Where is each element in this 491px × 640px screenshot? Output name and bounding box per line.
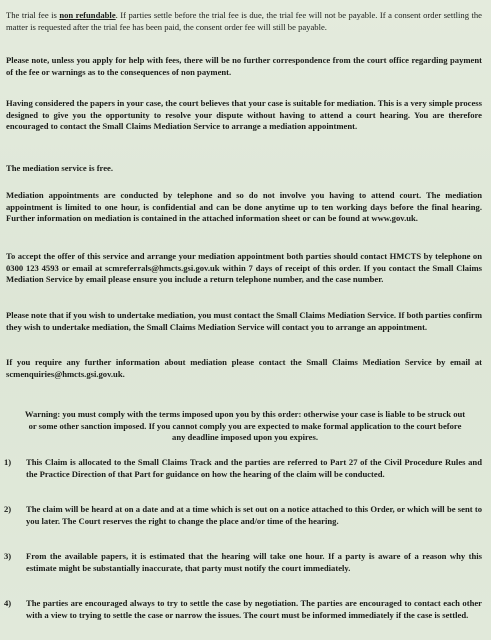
mediation-enquiries-paragraph: If you require any further information about mediation please contact the Small Claims Mediation Service by email at scmenquiries@hmcts.gsi.gov.uk. — [6, 357, 482, 379]
mediation-undertake-paragraph: Please note that if you wish to undertake mediation, you must contact the Small Claims Mediation Service. If both parties confirm they wish to undertake mediation, the Small Claims Mediation Service will contact you to arrange an appointment. — [6, 310, 482, 332]
order-item-text: The claim will be heard at on a date and at a time which is set out on a notice attached to this Order, or which will be sent to you later. The Court reserves the right to change the place and/or time of the hearing. — [26, 504, 482, 526]
fees-correspondence-notice: Please note, unless you apply for help with fees, there will be no further correspondence from the court office regarding payment of the fee or warnings as to the consequences of non payment. — [6, 55, 482, 77]
mediation-appointments-paragraph: Mediation appointments are conducted by telephone and so do not involve you having to attend court. The mediation appointment is limited to one hour, is confidential and can be done anytime up to ten working days before the final hearing. Further information on mediation is contained in the attached information sheet or can be found at www.gov.uk. — [6, 190, 482, 223]
mediation-suitable-paragraph: Having considered the papers in your case, the court believes that your case is suitable for mediation. This is a very simple process designed to give you the opportunity to resolve your dispute without having to attend a court hearing. You are therefore encouraged to contact the Small Claims Mediation Service to arrange a mediation appointment. — [6, 98, 482, 131]
order-item-2 — [4, 504, 482, 527]
order-item-number: 2) — [4, 504, 12, 514]
compliance-warning: Warning: you must comply with the terms imposed upon you by this order: otherwise your case is liable to be struck out or some other sanction imposed. If you cannot comply you are expected to make formal application to the court before any deadline imposed upon you expires. — [24, 409, 466, 442]
mediation-contact-paragraph: To accept the offer of this service and arrange your mediation appointment both parties should contact HMCTS by telephone on 0300 123 4593 or email at scmreferrals@hmcts.gsi.gov.uk within 7 days of receipt of this order. If you contact the Small Claims Mediation Service by email please ensure you include a return telephone number, and the case number. — [6, 251, 482, 284]
order-item-4 — [4, 598, 482, 621]
trial-fee-notice-part1: The trial fee is — [6, 10, 60, 20]
trial-fee-notice — [6, 10, 482, 33]
trial-fee-notice-part2: . If parties settle before the trial fee is due, the trial fee will not be payable. If a consent order settling the matter is requested after the trial fee has been paid, the consent order fee will still be payable. — [6, 10, 482, 32]
mediation-free-paragraph: The mediation service is free. — [6, 163, 113, 173]
order-item-1 — [4, 457, 482, 480]
order-item-text: From the available papers, it is estimated that the hearing will take one hour. If a party is aware of a reason why this estimate might be substantially inaccurate, that party must notify the court immediately. — [26, 551, 482, 573]
order-item-text: This Claim is allocated to the Small Claims Track and the parties are referred to Part 27 of the Civil Procedure Rules and the Practice Direction of that Part for guidance on how the hearing of the claim will be conducted. — [26, 457, 482, 479]
order-item-3 — [4, 551, 482, 574]
order-item-number: 4) — [4, 598, 12, 608]
order-item-number: 3) — [4, 551, 12, 561]
order-item-number: 1) — [4, 457, 12, 467]
order-item-text: The parties are encouraged always to try to settle the case by negotiation. The parties are encouraged to contact each other with a view to trying to settle the case or narrow the issues. The court must be informed immediately if the case is settled. — [26, 598, 482, 620]
non-refundable-emphasis: non refundable — [59, 10, 116, 20]
